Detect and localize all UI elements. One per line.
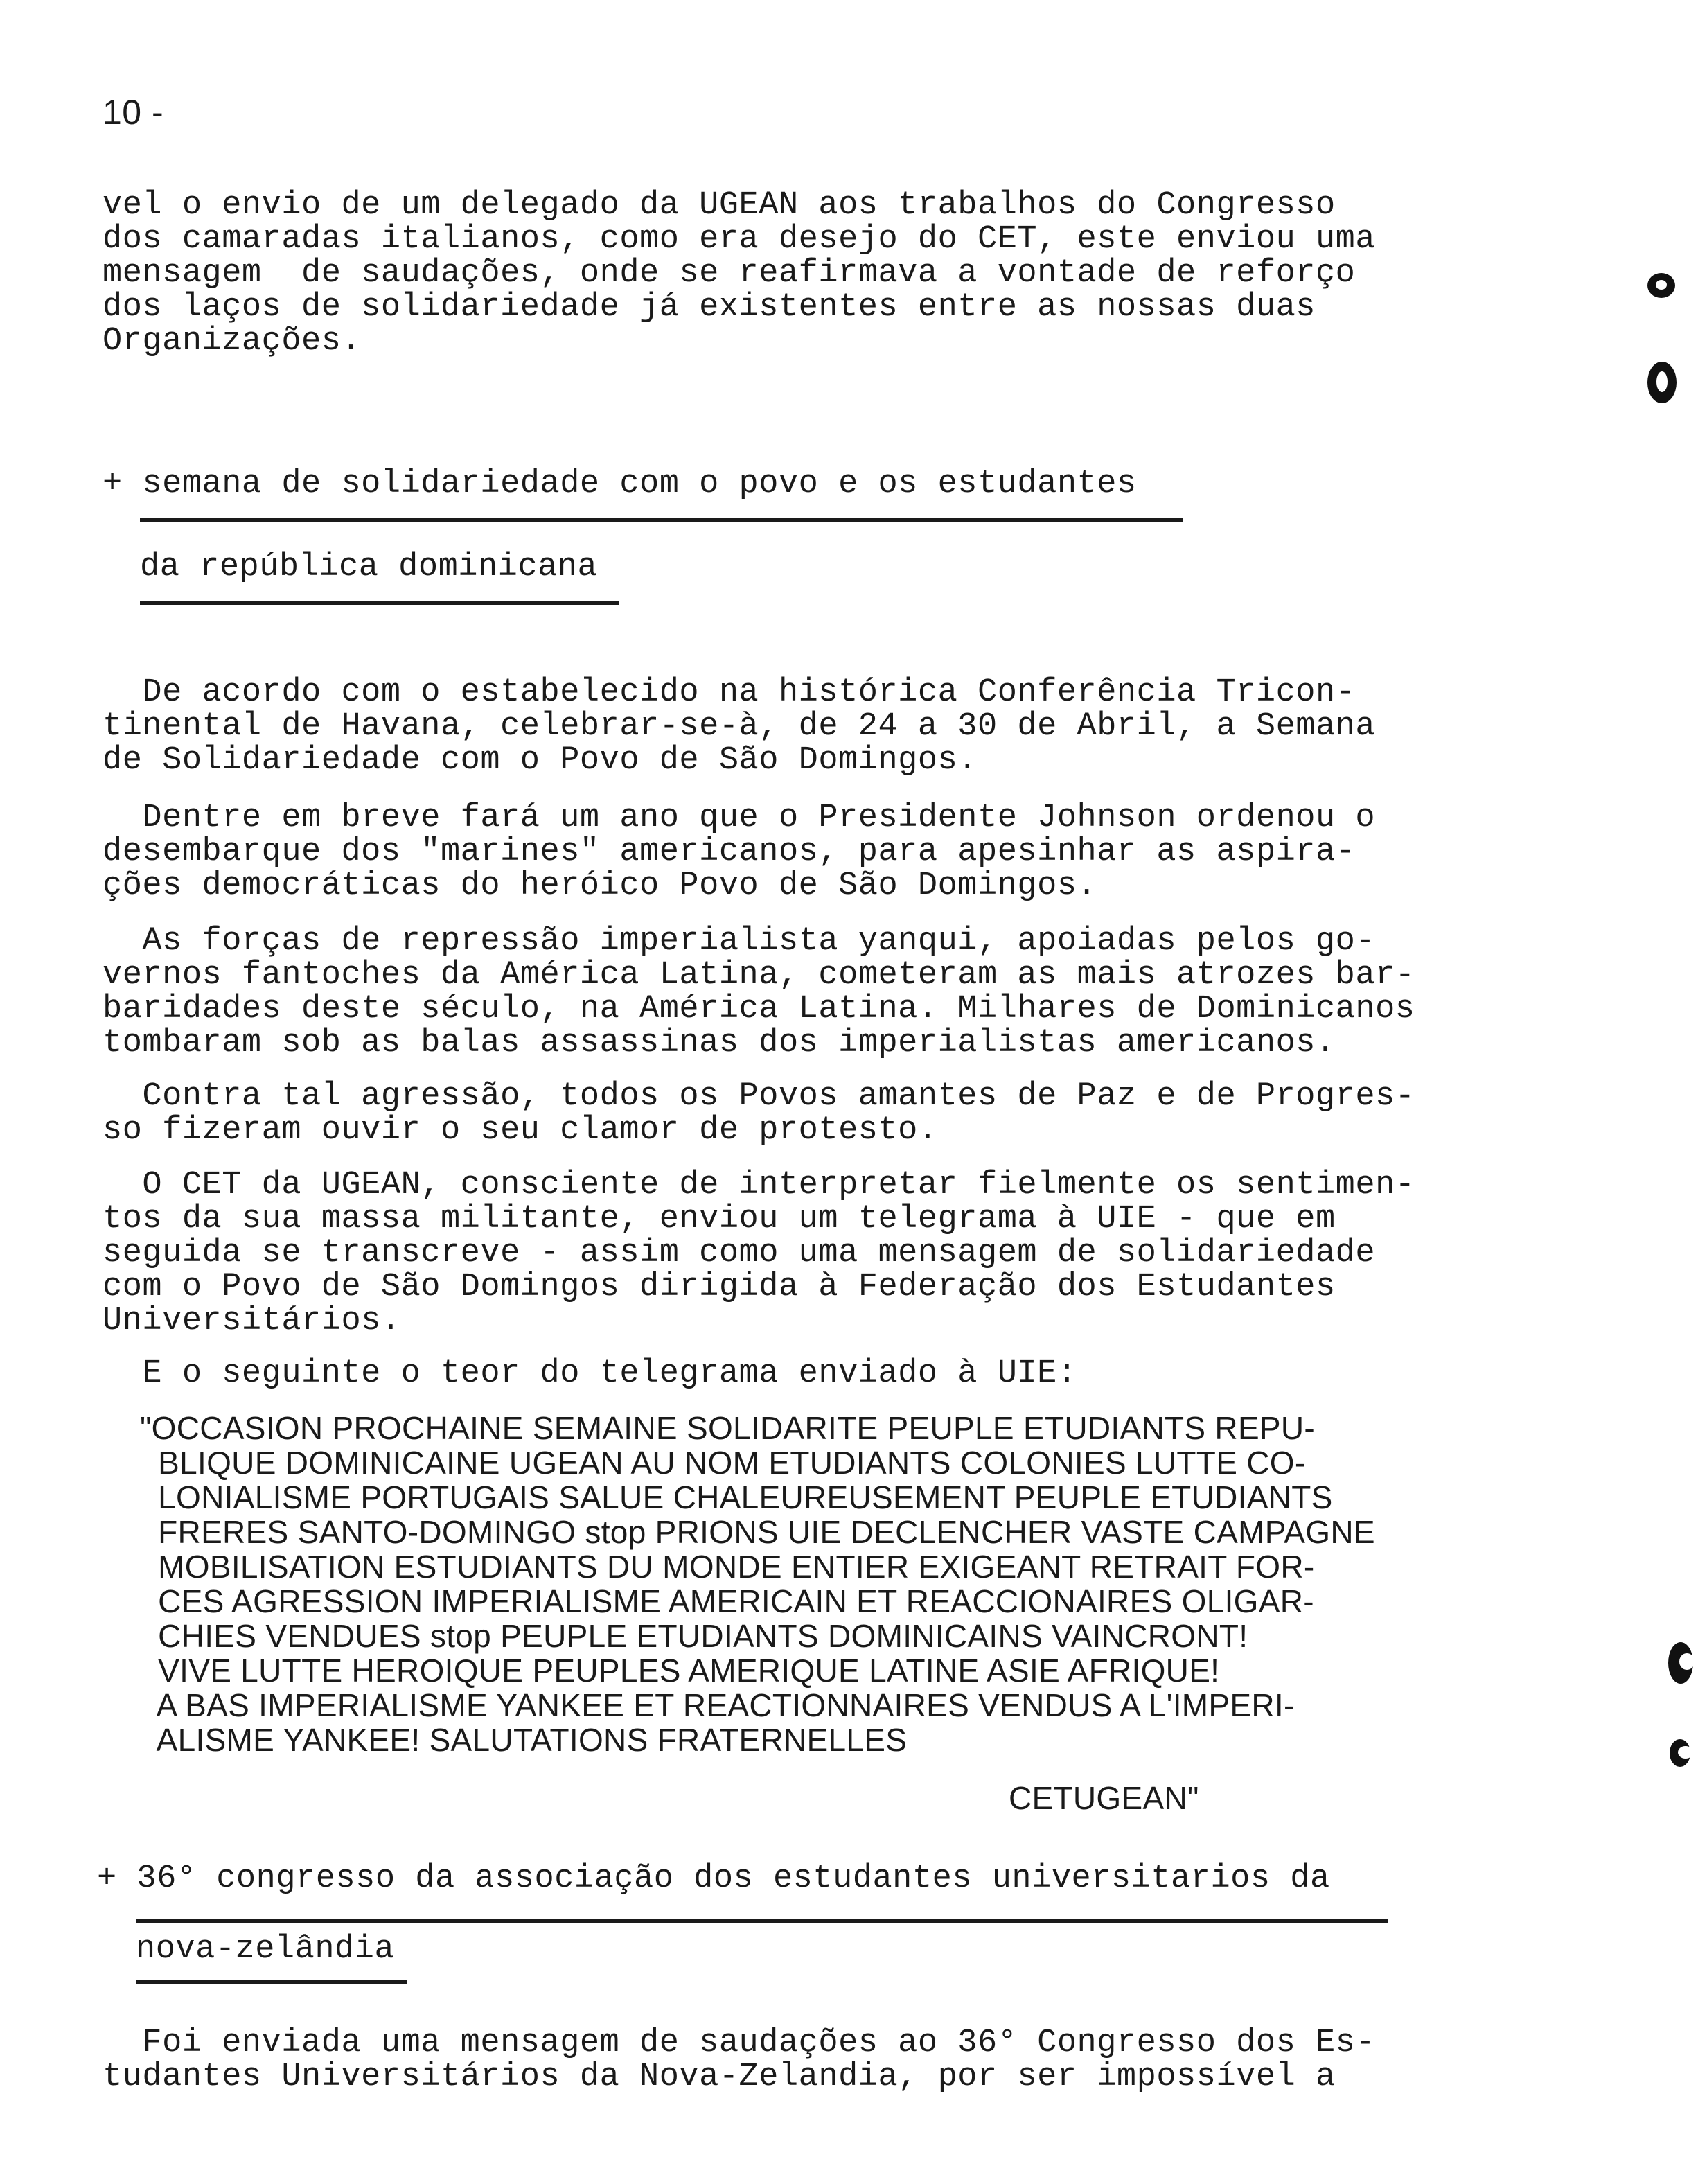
paragraph-line: baridades deste século, na América Latina. Milhares de Dominicanos bbox=[103, 991, 1415, 1028]
paragraph-line: desembarque dos "marines" americanos, para apesinhar as aspira- bbox=[103, 834, 1356, 870]
paragraph-line: tombaram sob as balas assassinas dos imperialistas americanos. bbox=[103, 1025, 1336, 1062]
paragraph-line: com o Povo de São Domingos dirigida à Federação dos Estudantes bbox=[103, 1269, 1336, 1305]
telegram-line: BLIQUE DOMINICAINE UGEAN AU NOM ETUDIANTS COLONIES LUTTE CO- bbox=[140, 1445, 1306, 1481]
telegram-line: A BAS IMPERIALISME YANKEE ET REACTIONNAIRES VENDUS A L'IMPERI- bbox=[140, 1687, 1295, 1723]
intro-line: mensagem de saudações, onde se reafirmava a vontade de reforço bbox=[103, 255, 1356, 292]
intro-line: dos laços de solidariedade já existentes entre as nossas duas bbox=[103, 289, 1316, 326]
body-paragraph bbox=[103, 2026, 1375, 2094]
paragraph-line: O CET da UGEAN, consciente de interpretar fielmente os sentimen- bbox=[103, 1167, 1415, 1204]
paragraph-line: Dentre em breve fará um ano que o Presidente Johnson ordenou o bbox=[103, 800, 1376, 836]
paragraph-line: so fizeram ouvir o seu clamor de protesto. bbox=[103, 1112, 938, 1149]
punch-hole-mark bbox=[1668, 1642, 1693, 1684]
body-paragraph bbox=[103, 801, 1375, 903]
section-heading-line1: + 36° congresso da associação dos estudantes universitarios da bbox=[97, 1860, 1330, 1897]
heading-underline bbox=[140, 518, 1183, 522]
section-heading-line2: nova-zelândia bbox=[136, 1931, 395, 1968]
paragraph-line: E o seguinte o teor do telegrama enviado à UIE: bbox=[103, 1355, 1077, 1392]
punch-hole-mark bbox=[1647, 273, 1675, 298]
body-paragraph bbox=[103, 924, 1415, 1060]
heading-underline bbox=[140, 601, 619, 605]
telegram-line: CHIES VENDUES stop PEUPLE ETUDIANTS DOMINICAINS VAINCRONT! bbox=[140, 1618, 1248, 1654]
body-paragraph bbox=[103, 1080, 1415, 1147]
paragraph-line: de Solidariedade com o Povo de São Domingos. bbox=[103, 742, 978, 779]
telegram-line: MOBILISATION ESTUDIANTS DU MONDE ENTIER EXIGEANT RETRAIT FOR- bbox=[140, 1549, 1315, 1585]
section-heading-line1: + semana de solidariedade com o povo e os estudantes bbox=[103, 466, 1137, 502]
heading-underline bbox=[136, 1919, 1388, 1923]
telegram-signature: CETUGEAN" bbox=[1009, 1780, 1199, 1816]
telegram-line: LONIALISME PORTUGAIS SALUE CHALEUREUSEMENT PEUPLE ETUDIANTS bbox=[140, 1479, 1333, 1515]
intro-line: Organizações. bbox=[103, 323, 362, 360]
telegram-line: "OCCASION PROCHAINE SEMAINE SOLIDARITE PEUPLE ETUDIANTS REPU- bbox=[140, 1410, 1316, 1446]
paragraph-line: De acordo com o estabelecido na histórica Conferência Tricon- bbox=[103, 674, 1356, 711]
paragraph-line: As forças de repressão imperialista yanqui, apoiadas pelos go- bbox=[103, 923, 1376, 960]
paragraph-line: Foi enviada uma mensagem de saudações ao 36° Congresso dos Es- bbox=[103, 2025, 1376, 2061]
punch-hole-mark bbox=[1647, 362, 1677, 403]
body-paragraph bbox=[103, 676, 1375, 777]
punch-hole-mark bbox=[1670, 1739, 1690, 1767]
paragraph-line: tos da sua massa militante, enviou um telegrama à UIE - que em bbox=[103, 1201, 1336, 1238]
paragraph-line: Universitários. bbox=[103, 1303, 401, 1339]
intro-line: dos camaradas italianos, como era desejo do CET, este enviou uma bbox=[103, 221, 1376, 258]
telegram-line: ALISME YANKEE! SALUTATIONS FRATERNELLES bbox=[140, 1722, 908, 1758]
paragraph-line: seguida se transcreve - assim como uma mensagem de solidariedade bbox=[103, 1235, 1376, 1271]
intro-paragraph bbox=[103, 188, 1375, 358]
telegram-line: VIVE LUTTE HEROIQUE PEUPLES AMERIQUE LATINE ASIE AFRIQUE! bbox=[140, 1653, 1220, 1689]
page-number: 10 - bbox=[103, 93, 164, 132]
paragraph-line: Contra tal agressão, todos os Povos amantes de Paz e de Progres- bbox=[103, 1078, 1415, 1115]
telegram-text bbox=[140, 1411, 1375, 1757]
heading-underline bbox=[136, 1980, 407, 1984]
paragraph-line: ções democráticas do heróico Povo de São Domingos. bbox=[103, 868, 1097, 904]
telegram-line: FRERES SANTO-DOMINGO stop PRIONS UIE DECLENCHER VASTE CAMPAGNE bbox=[140, 1514, 1375, 1550]
body-paragraph bbox=[103, 1357, 1077, 1391]
paragraph-line: tinental de Havana, celebrar-se-à, de 24 a 30 de Abril, a Semana bbox=[103, 708, 1376, 745]
paragraph-line: vernos fantoches da América Latina, cometeram as mais atrozes bar- bbox=[103, 957, 1415, 994]
body-paragraph bbox=[103, 1168, 1415, 1338]
paragraph-line: tudantes Universitários da Nova-Zelandia, por ser impossível a bbox=[103, 2059, 1336, 2095]
telegram-line: CES AGRESSION IMPERIALISME AMERICAIN ET REACCIONAIRES OLIGAR- bbox=[140, 1583, 1314, 1619]
intro-line: vel o envio de um delegado da UGEAN aos trabalhos do Congresso bbox=[103, 187, 1336, 224]
section-heading-line2: da república dominicana bbox=[140, 549, 598, 585]
